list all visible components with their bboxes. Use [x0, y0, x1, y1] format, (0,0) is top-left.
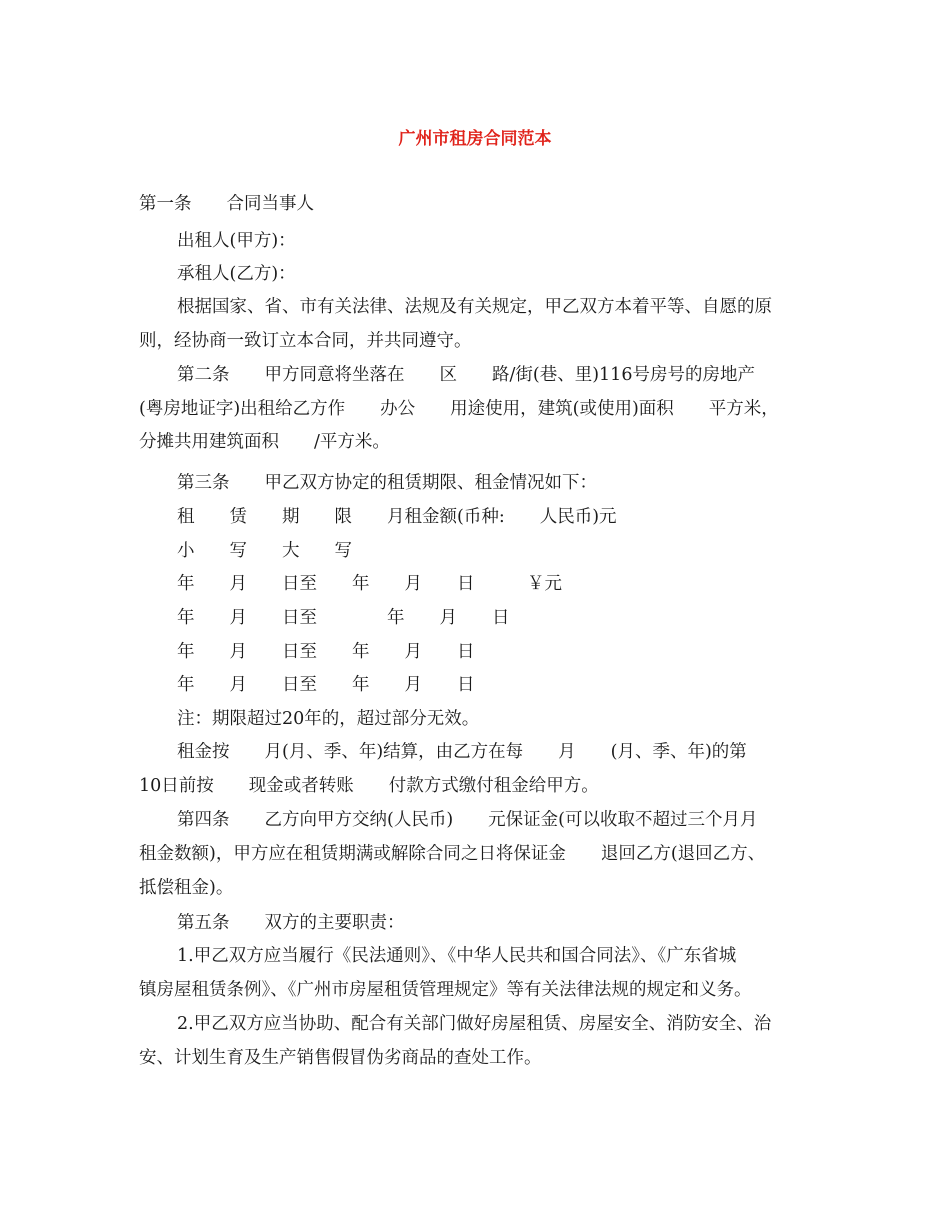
- text-line: 分摊共用建筑面积 /平方米。: [139, 432, 390, 452]
- text-line: 根据国家、省、市有关法律、法规及有关规定，甲乙双方本着平等、自愿的原: [177, 297, 772, 317]
- text-line: 年 月 日至 年 月 日 ￥元: [177, 574, 562, 594]
- text-line: 小 写 大 写: [177, 541, 352, 561]
- text-line: 租 赁 期 限 月租金额(币种: 人民币)元: [177, 507, 617, 527]
- text-line: 第三条 甲乙双方协定的租赁期限、租金情况如下：: [177, 473, 597, 493]
- text-line: 第四条 乙方向甲方交纳(人民币) 元保证金(可以收取不超过三个月月: [177, 810, 758, 830]
- text-line: 2.甲乙双方应当协助、配合有关部门做好房屋租赁、房屋安全、消防安全、治: [177, 1014, 772, 1034]
- text-line: (粤房地证字)出租给乙方作 办公 用途使用，建筑(或使用)面积 平方米，: [139, 399, 779, 419]
- text-line: 出租人(甲方)：: [177, 231, 296, 251]
- document-title: 广州市租房合同范本: [398, 129, 552, 149]
- text-line: 年 月 日至 年 月 日: [177, 675, 475, 695]
- text-line: 年 月 日至 年 月 日: [177, 608, 510, 628]
- text-line: 租金数额)，甲方应在租赁期满或解除合同之日将保证金 退回乙方(退回乙方、: [139, 844, 766, 864]
- text-line: 第一条 合同当事人: [139, 194, 314, 214]
- text-line: 租金按 月(月、季、年)结算，由乙方在每 月 (月、季、年)的第: [177, 742, 747, 762]
- text-line: 第五条 双方的主要职责：: [177, 913, 405, 933]
- text-line: 1.甲乙双方应当履行《民法通则》、《中华人民共和国合同法》、《广东省城: [177, 946, 737, 966]
- text-line: 10日前按 现金或者转账 付款方式缴付租金给甲方。: [139, 776, 599, 796]
- text-line: 安、计划生育及生产销售假冒伪劣商品的查处工作。: [139, 1048, 542, 1068]
- text-line: 年 月 日至 年 月 日: [177, 642, 475, 662]
- text-line: 则，经协商一致订立本合同，并共同遵守。: [139, 331, 472, 351]
- text-line: 抵偿租金)。: [139, 878, 234, 898]
- text-line: 承租人(乙方)：: [177, 264, 296, 284]
- text-line: 第二条 甲方同意将坐落在 区 路/街(巷、里)116号房号的房地产: [177, 365, 755, 385]
- text-line: 镇房屋租赁条例》、《广州市房屋租赁管理规定》等有关法律法规的规定和义务。: [139, 980, 752, 1000]
- text-line: 注：期限超过20年的，超过部分无效。: [177, 709, 480, 729]
